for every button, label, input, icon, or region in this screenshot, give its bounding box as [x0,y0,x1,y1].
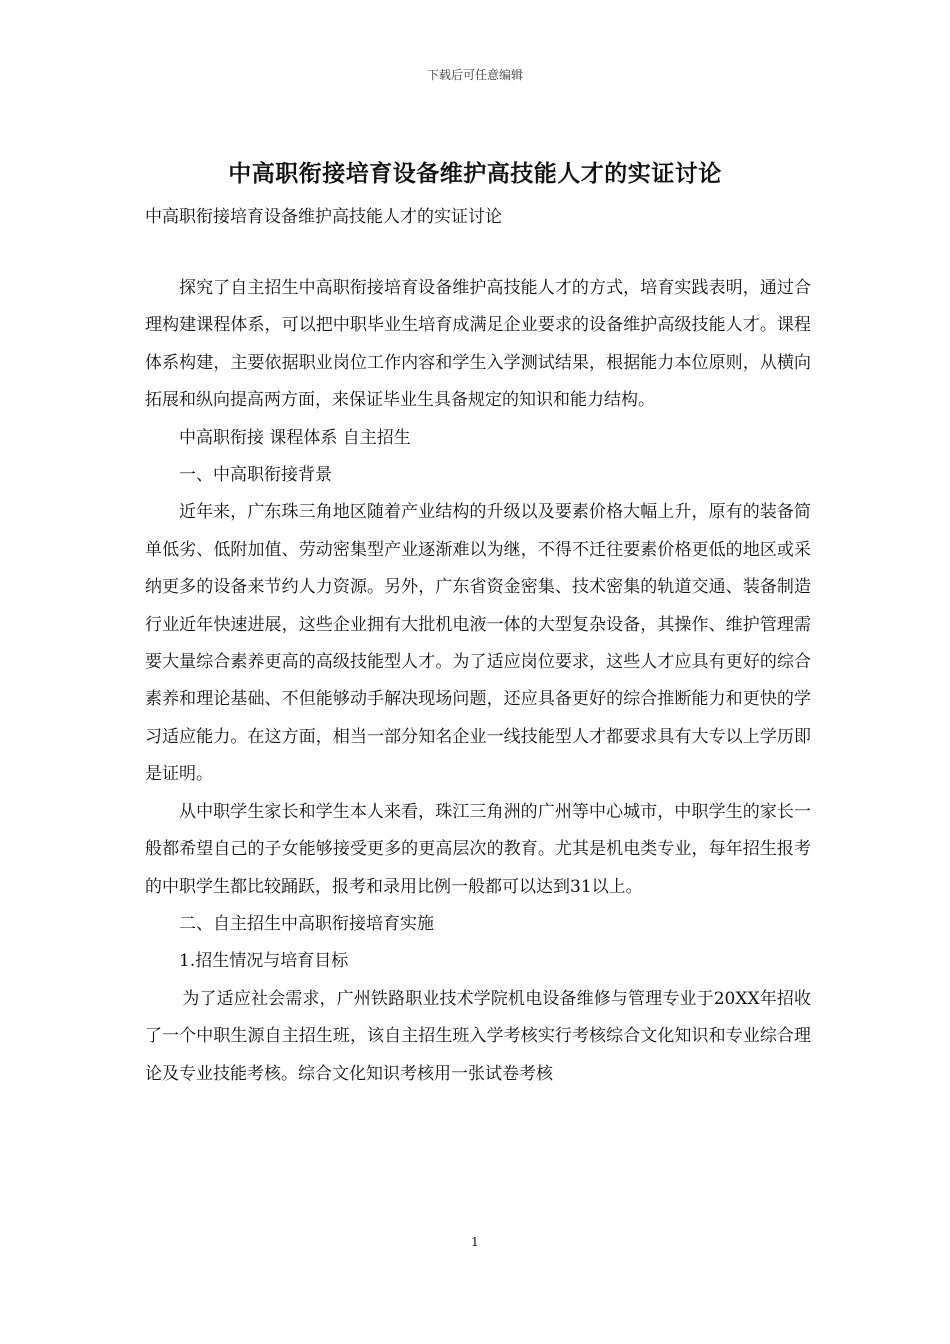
document-body [145,270,811,1093]
page-number: 1 [471,1235,479,1249]
section-heading-2: 二、自主招生中高职衔接培育实施 [179,913,434,934]
body-paragraph: 近年来，广东珠三角地区随着产业结构的升级以及要素价格大幅上升，原有的装备简单低劣、低附加值、劳动密集型产业逐渐难以为继，不得不迁往要素价格更低的地区或采纳更多的设备来节约人力资源。另外，广东省资金密集、技术密集的轨道交通、装备制造行业近年快速进展，这些企业拥有大批机电液一体的大型复杂设备，其操作、维护管理需要大量综合素养更高的高级技能型人才。为了适应岗位要求，这些人才应具有更好的综合素养和理论基础、不但能够动手解决现场问题，还应具备更好的综合推断能力和更快的学习适应能力。在这方面，相当一部分知名企业一线技能型人才都要求具有大专以上学历即是证明。 [145,502,811,785]
document-subtitle: 中高职衔接培育设备维护高技能人才的实证讨论 [145,207,502,227]
section-heading-1: 一、中高职衔接背景 [179,465,332,486]
body-paragraph: 为了适应社会需求，广州铁路职业技术学院机电设备维修与管理专业于20XX年招收了一个中职生源自主招生班，该自主招生班入学考核实行考核综合文化知识和专业综合理论及专业技能考核。综合文化知识考核用一张试卷考核 [145,988,811,1084]
document-title: 中高职衔接培育设备维护高技能人才的实证讨论 [228,160,722,187]
body-paragraph: 从中职学生家长和学生本人来看，珠江三角洲的广州等中心城市，中职学生的家长一般都希望自己的子女能够接受更多的更高层次的教育。尤其是机电类专业，每年招生报考的中职学生都比较踊跃，报考和录用比例一般都可以达到31以上。 [145,801,811,897]
abstract-paragraph: 探究了自主招生中高职衔接培育设备维护高技能人才的方式，培育实践表明，通过合理构建课程体系，可以把中职毕业生培育成满足企业要求的设备维护高级技能人才。课程体系构建，主要依据职业岗位工作内容和学生入学测试结果，根据能力本位原则，从横向拓展和纵向提高两方面，来保证毕业生具备规定的知识和能力结构。 [145,278,811,411]
page-header: 下载后可任意编辑 [426,68,523,82]
subsection-heading: 1.招生情况与培育目标 [179,951,349,972]
keywords-line: 中高职衔接 课程体系 自主招生 [179,427,411,448]
